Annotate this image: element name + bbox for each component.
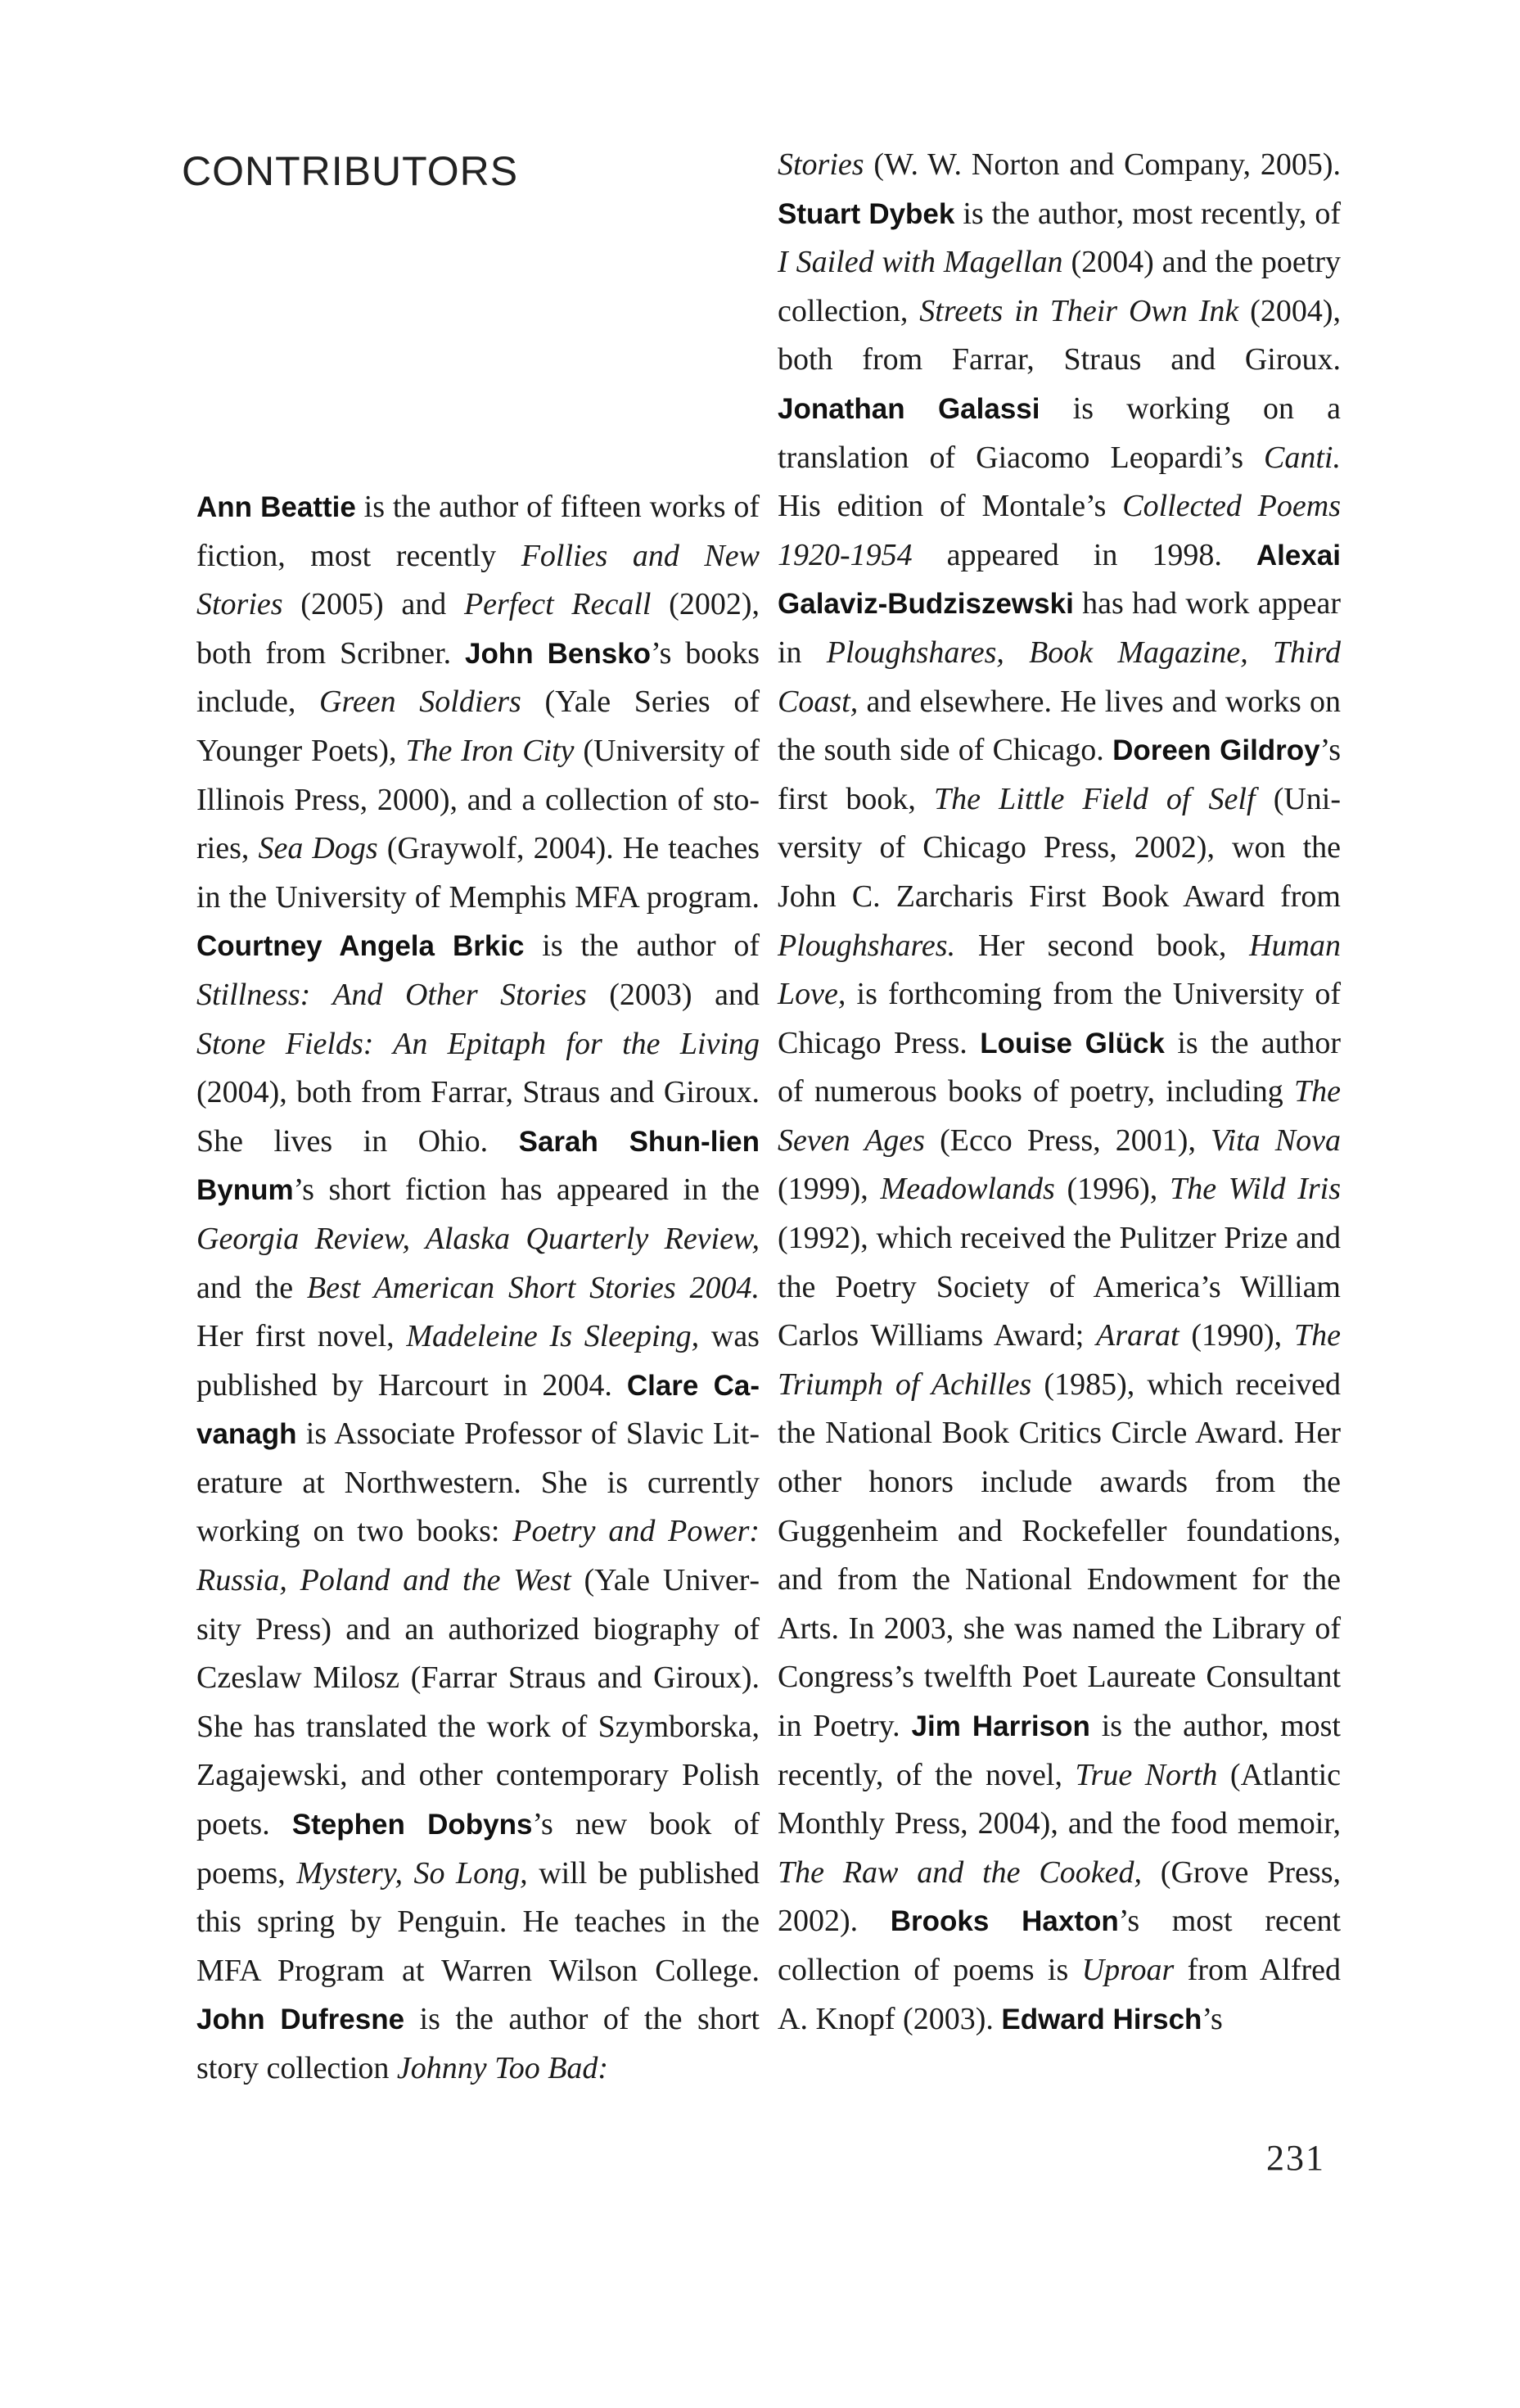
title-text: The Little Field of Self xyxy=(934,781,1256,816)
title-text: Green Soldiers xyxy=(319,684,521,720)
body-text: His edition of Montale’s xyxy=(778,489,1123,524)
body-text: is the author, most recently, of the novel, xyxy=(778,1709,1341,1792)
body-text: is Associate Professor of Slavic Literature at Northwestern. She is currently working on two books: xyxy=(196,1416,760,1549)
contributor-name: Doreen Gildroy xyxy=(1112,734,1320,767)
title-text: Stone Fields: An Epitaph for the Living xyxy=(196,1026,760,1061)
contributor-name: Brooks Haxton xyxy=(890,1905,1119,1938)
body-text: (University of Chicago Press, 2002), won the John C. Zarcharis First Book Award from xyxy=(778,781,1342,914)
body-text: ’s short fiction has appeared in the xyxy=(293,1172,760,1208)
title-text: Ararat xyxy=(1096,1318,1179,1353)
body-text: (2003) and xyxy=(586,977,760,1012)
title-text: Streets in Their Own Ink xyxy=(919,293,1239,328)
body-text: (1992), which received the Pulitzer Prize and the Poetry Society of America’s William Carlos Williams Award; xyxy=(778,1221,1341,1353)
body-text: (2004) and the poetry collection, xyxy=(778,245,1341,328)
title-text: Mystery, So Long, xyxy=(296,1855,528,1891)
contributor-name: Courtney Angela Brkic xyxy=(196,930,525,963)
title-text: I Sailed with Magellan xyxy=(778,245,1063,280)
body-text: is the author of the short story collection xyxy=(196,2002,760,2085)
title-text: Sea Dogs xyxy=(258,831,378,866)
body-text: (2004), both from Farrar, Straus and Giroux. She lives in Ohio. xyxy=(196,1075,760,1159)
body-text: (Grove Press, 2002). xyxy=(778,1855,1341,1939)
body-text: will be published this spring by Penguin. He teaches in the MFA Program at Warren Wilson College. xyxy=(196,1855,760,1988)
body-text: ’s first book, xyxy=(778,733,1342,816)
body-text: is the author of fifteen works of fiction, most recently xyxy=(196,490,760,573)
body-text: (1996), xyxy=(1054,1172,1170,1207)
contributor-name: Stephen Dobyns xyxy=(291,1809,533,1841)
title-text: Follies and New Stories xyxy=(196,538,760,622)
title-text: Collected Poems 1920-1954 xyxy=(778,489,1341,572)
body-text: is the author of xyxy=(524,928,760,964)
contributor-name: Jim Harrison xyxy=(911,1710,1090,1742)
title-text: Canti. xyxy=(1264,440,1341,475)
title-text: Ploughshares, Book Magazine, Third Coast, xyxy=(778,635,1341,719)
body-text: is the author, most recently, of xyxy=(954,196,1341,231)
title-text: Johnny Too Bad: xyxy=(396,2051,609,2085)
body-text: and elsewhere. He lives and works on the south side of Chicago. xyxy=(778,684,1341,768)
contributor-name: Jonathan Galassi xyxy=(778,392,1040,425)
title-text: Best American Short Stories 2004. xyxy=(306,1270,760,1305)
body-text: Her first novel, xyxy=(196,1319,407,1354)
body-text: (2004), both from Farrar, Straus and Giroux. xyxy=(778,293,1341,377)
title-text: Stillness: And Other Stories xyxy=(196,977,587,1012)
title-text: Meadowlands xyxy=(880,1172,1055,1207)
title-text: Ploughshares. xyxy=(778,928,956,963)
body-text: (2002), both from Scribner. xyxy=(196,587,760,671)
title-text: The Raw and the Cooked, xyxy=(778,1855,1142,1890)
contributor-name: Stuart Dybek xyxy=(778,197,955,230)
title-text: Stories xyxy=(778,147,864,182)
title-text: Poetry and Power: Russia, Poland and the West xyxy=(196,1514,760,1598)
contributor-name: Louise Glück xyxy=(980,1027,1165,1059)
body-text: and the xyxy=(196,1270,307,1305)
page-heading: CONTRIBUTORS xyxy=(182,148,519,194)
contributor-name: Ann Beattie xyxy=(196,491,356,523)
title-text: Perfect Recall xyxy=(463,587,652,622)
body-text: (Graywolf, 2004). He teaches in the University of Memphis MFA program. xyxy=(196,831,760,915)
body-text: (1990), xyxy=(1179,1318,1294,1353)
title-text: Madeleine Is Sleeping, xyxy=(406,1319,700,1354)
title-text: Human Love, xyxy=(778,928,1341,1012)
contributor-name: John Bensko xyxy=(464,637,652,670)
title-text: The Wild Iris xyxy=(1170,1172,1341,1207)
contributor-name: Sarah Shun-lien Bynum xyxy=(196,1125,760,1207)
title-text: Uproar xyxy=(1081,1952,1175,1987)
body-text: appeared in 1998. xyxy=(912,537,1256,572)
contributor-name: Edward Hirsch xyxy=(1001,2003,1202,2035)
title-text: Georgia Review, Alaska Quarterly Review, xyxy=(196,1221,760,1256)
contributor-name: John Dufresne xyxy=(196,2004,405,2036)
contributor-name: Clare Cavanagh xyxy=(196,1369,760,1451)
body-text: (W. W. Norton and Company, 2005). xyxy=(864,147,1341,182)
body-text: from Alfred A. Knopf (2003). xyxy=(778,1952,1341,2036)
body-text: (1985), which received the National Book Critics Circle Award. Her other honors include awards from the Guggenheim and Rockefeller foundations, and from the National Endowment for the Arts. In 2003, she was named the Library of Congress’s twelfth Poet Laureate Consultant in Poetry. xyxy=(778,1367,1341,1743)
body-text: (University of Illinois Press, 2000), and a collection of stories, xyxy=(196,733,760,866)
body-text: is forthcoming from the University of Chicago Press. xyxy=(778,977,1341,1060)
body-text: ’s most recent collection of poems is xyxy=(778,1904,1342,1987)
body-text: has had work appear in xyxy=(778,586,1341,670)
body-text: (2005) and xyxy=(282,587,464,622)
body-text: was published by Harcourt in 2004. xyxy=(196,1319,760,1403)
title-text: True North xyxy=(1075,1757,1218,1792)
title-text: The Iron City xyxy=(405,733,575,768)
body-text: (1999), xyxy=(778,1172,881,1207)
body-text: ’s books include, xyxy=(196,635,760,720)
title-text: Vita Nova xyxy=(1211,1123,1342,1158)
body-text: is the author of numerous books of poetry, including xyxy=(778,1025,1341,1109)
body-text: is working on a translation of Giacomo Leopardi’s xyxy=(778,391,1342,475)
body-text: (Yale Series of Younger Poets), xyxy=(196,684,760,768)
body-text: (Atlantic Monthly Press, 2004), and the food memoir, xyxy=(778,1757,1341,1841)
right-column-text xyxy=(778,141,1341,2044)
body-text: ’s new book of poems, xyxy=(196,1807,760,1891)
title-text: The Triumph of Achilles xyxy=(778,1318,1341,1402)
body-text: Her second book, xyxy=(955,928,1250,963)
body-text: (Ecco Press, 2001), xyxy=(924,1123,1211,1158)
body-text: (Yale University Press) and an authorized biography of Czeslaw Milosz (Farrar Straus and Giroux). She has translated the work of Szymborska, Zagajewski, and other contemporary Polish poets. xyxy=(196,1563,760,1842)
page-number: 231 xyxy=(1266,2138,1325,2178)
left-column-text xyxy=(196,483,760,2094)
title-text: The Seven Ages xyxy=(778,1074,1341,1158)
body-text: ’s xyxy=(1202,2001,1223,2036)
contributor-name: Alexai Galaviz-Budziszewski xyxy=(778,539,1341,621)
